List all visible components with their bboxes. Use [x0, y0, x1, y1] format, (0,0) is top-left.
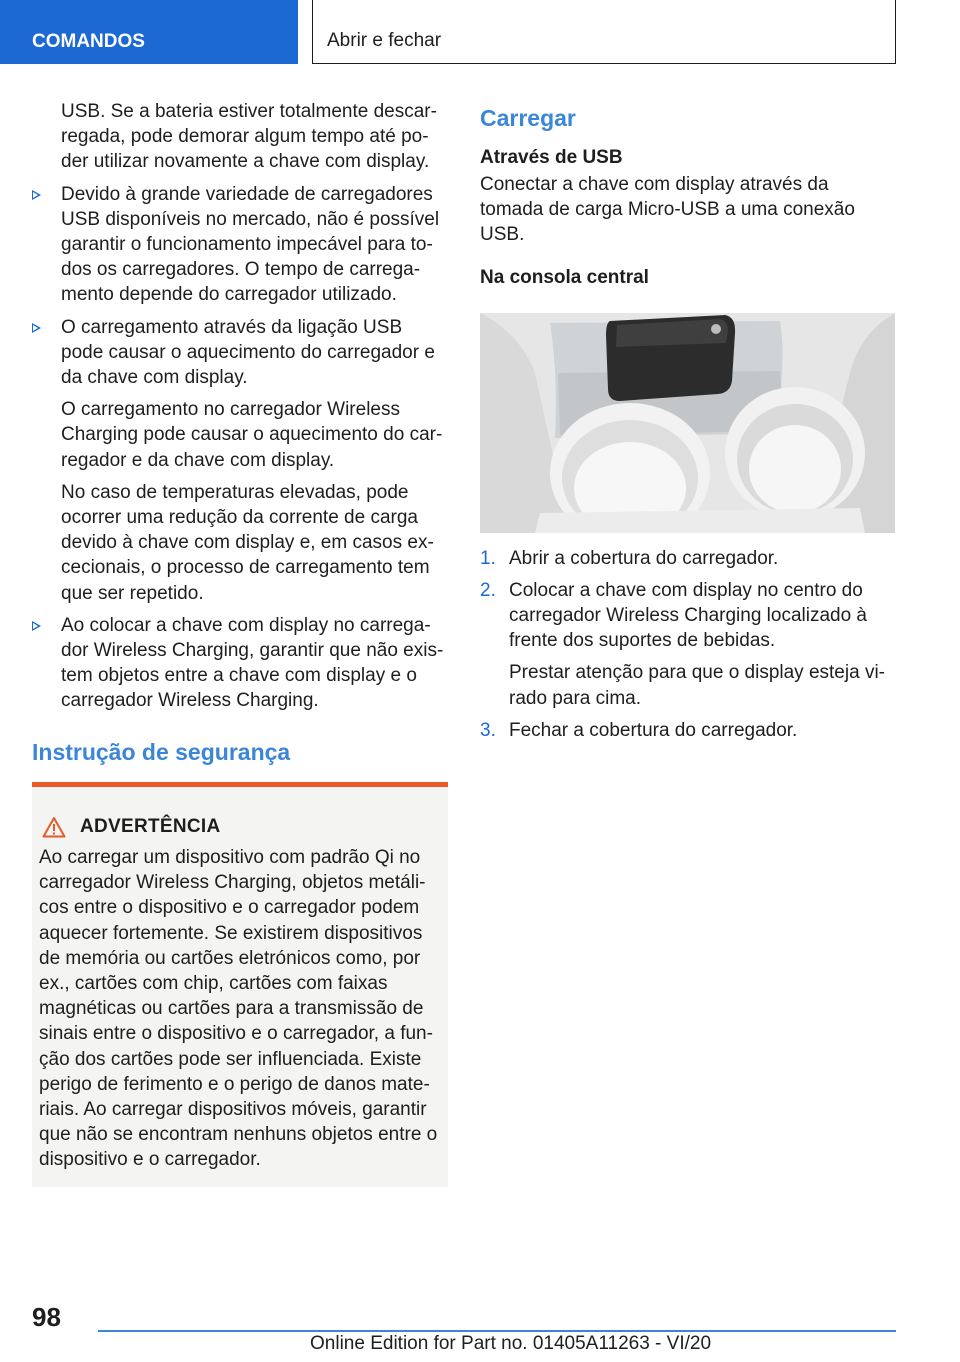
bullet-item: [32, 315, 448, 606]
triangle-bullet-icon: [32, 323, 41, 333]
center-console-charger-image: [480, 313, 895, 533]
step-number: 1.: [480, 547, 496, 569]
warning-triangle-icon: [42, 816, 66, 838]
safety-heading: Instrução de segurança: [32, 738, 291, 765]
charging-heading: Carregar: [480, 105, 576, 131]
footer-divider: [98, 1330, 896, 1332]
step-text: Fechar a cobertura do carregador.: [509, 719, 798, 741]
step-text: Abrir a cobertura do carregador.: [509, 547, 779, 569]
warning-title: ADVERTÊNCIA: [80, 816, 221, 837]
chapter-title: Abrir e fechar: [327, 30, 442, 51]
intro-paragraph: USB. Se a bateria estiver totalmente descarregada, pode demorar algum tempo até poder utilizar novamente a chave com display.: [61, 101, 437, 173]
step-item: [480, 718, 896, 743]
warning-title-row: [39, 813, 442, 841]
triangle-bullet-icon: [32, 621, 41, 631]
step-item: [480, 578, 896, 711]
bullet-paragraph: No caso de temperaturas elevadas, pode ocorrer uma redução da corrente de carga devido à chave com display e, em casos excecionais, o processo de carregamento tem que ser repetido.: [61, 481, 434, 604]
step-item: [480, 546, 896, 571]
step-text: Prestar atenção para que o display esteja virado para cima.: [509, 662, 885, 709]
right-column: [480, 99, 896, 743]
warning-text: Ao carregar um dispositivo com padrão Qi no carregador Wireless Charging, objetos metálicos entre o dispositivo e o carregador podem aquecer fortemente. Se existirem dispositivos de memória ou cartões eletrónicos como, por ex., cartões com chip, cartões com faixas magnéticas ou cartões para a transmissão de sinais entre o dispositivo e o carregador, a função dos cartões pode ser influenciada. Existe perigo de ferimento e o perigo de danos materiais. Ao carregar dispositivos móveis, garantir que não se encontram nenhuns objetos entre o dispositivo e o carregador.: [39, 847, 438, 1171]
bullet-paragraph: O carregamento no carregador Wireless Charging pode causar o aquecimento do carregador e da chave com display.: [61, 399, 443, 471]
footer-edition: Online Edition for Part no. 01405A11263 - VI/20: [310, 1333, 712, 1354]
triangle-bullet-icon: [32, 190, 41, 200]
bullet-item: [32, 182, 448, 308]
chapter-tab: [312, 0, 896, 64]
bullet-paragraph: Ao colocar a chave com display no carregador Wireless Charging, garantir que não existem objetos entre a chave com display e o carregador Wireless Charging.: [61, 614, 444, 712]
console-subheading: Na consola central: [480, 266, 649, 288]
usb-paragraph: Conectar a chave com display através da tomada de carga Micro-USB a uma conexão USB.: [480, 174, 855, 246]
bullet-item: [32, 613, 448, 714]
usb-subheading: Através de USB: [480, 147, 623, 168]
section-tab: [0, 0, 298, 64]
page-number: 98: [32, 1302, 61, 1332]
bullet-paragraph: O carregamento através da ligação USB pode causar o aquecimento do carregador e da chave com display.: [61, 316, 435, 389]
steps-list: [480, 546, 896, 743]
step-text: Colocar a chave com display no centro do carregador Wireless Charging localizado à frente dos suportes de bebidas.: [509, 579, 868, 652]
warning-box: [32, 782, 448, 1187]
bullet-paragraph: Devido à grande variedade de carregadores USB disponíveis no mercado, não é possível garantir o funcionamento impecável para todos os carregadores. O tempo de carregamento depende do carregador utilizado.: [61, 183, 440, 306]
step-number: 3.: [480, 719, 496, 741]
step-number: 2.: [480, 579, 496, 601]
left-column: [32, 99, 448, 766]
section-title: COMANDOS: [32, 31, 145, 52]
